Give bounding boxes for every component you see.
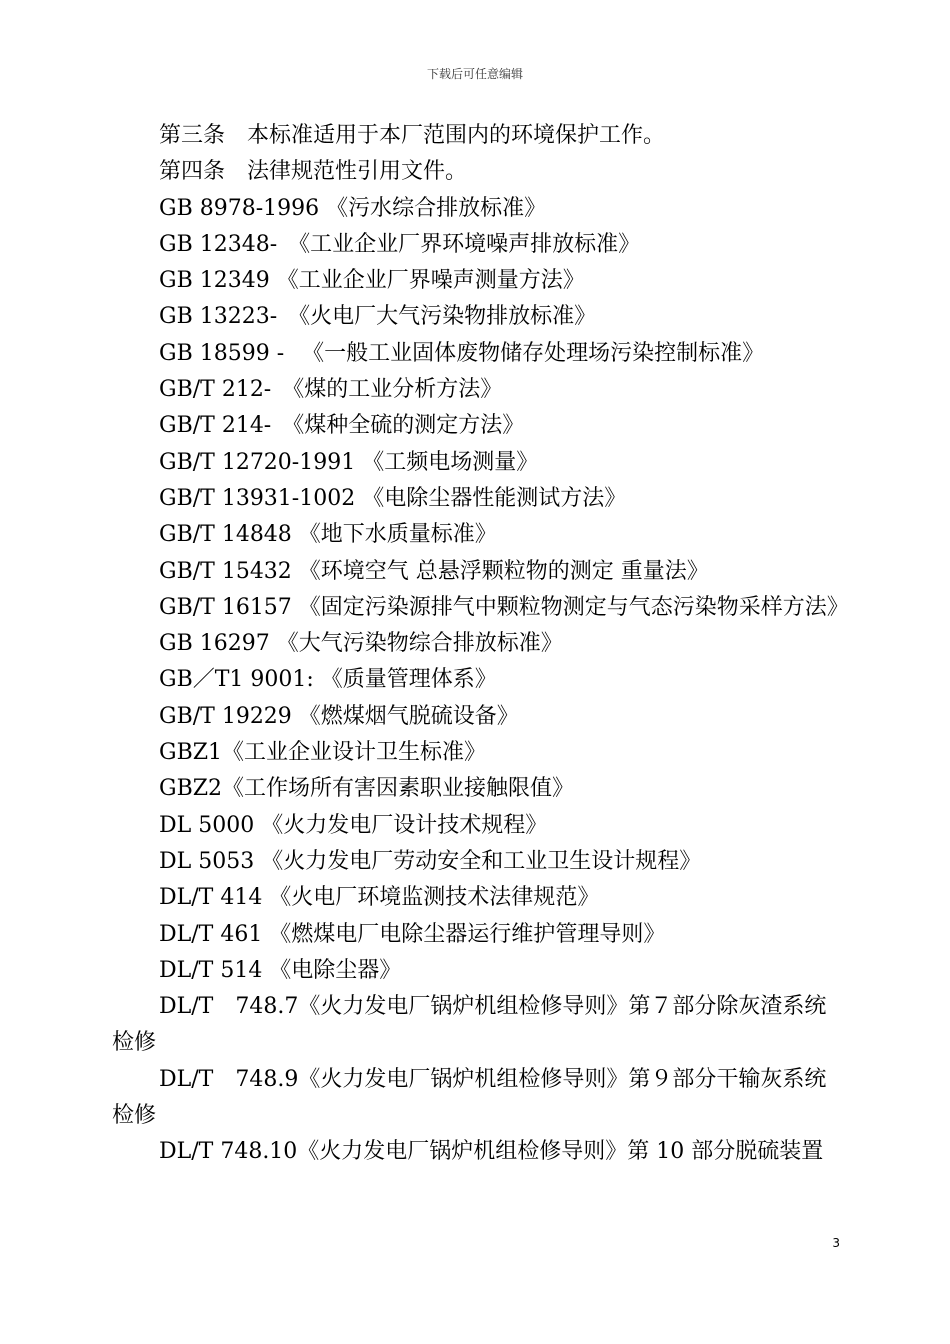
reference-item: DL 5000 《火力发电厂设计技术规程》 <box>159 812 548 838</box>
reference-item: GB 12349 《工业企业厂界噪声测量方法》 <box>159 268 585 294</box>
reference-item: GB/T 16157 《固定污染源排气中颗粒物测定与气态污染物采样方法》 <box>159 594 849 620</box>
reference-item: GB/T 212- 《煤的工业分析方法》 <box>159 377 503 403</box>
reference-item: GBZ1《工业企业设计卫生标准》 <box>159 740 487 766</box>
reference-item: GB/T 19229 《燃煤烟气脱硫设备》 <box>159 703 519 729</box>
reference-item: DL/T 748.7《火力发电厂锅炉机组检修导则》第７部分除灰渣系统检修 <box>112 994 827 1056</box>
page-header: 下载后可任意编辑 <box>426 67 523 81</box>
reference-item: GB 18599 - 《一般工业固体废物储存处理场污染控制标准》 <box>159 340 765 366</box>
page-number: 3 <box>832 1236 840 1250</box>
clause-3: 第三条 本标准适用于本厂范围内的环境保护工作。 <box>159 123 666 148</box>
reference-item: DL/T 461 《燃煤电厂电除尘器运行维护管理导则》 <box>159 921 666 947</box>
reference-item: GB 12348- 《工业企业厂界环境噪声排放标准》 <box>159 231 641 257</box>
reference-item: GB 8978-1996 《污水综合排放标准》 <box>159 195 547 221</box>
reference-item: DL/T 414 《火电厂环境监测技术法律规范》 <box>159 885 600 911</box>
reference-item: DL/T 514 《电除尘器》 <box>159 957 402 983</box>
reference-item: DL 5053 《火力发电厂劳动安全和工业卫生设计规程》 <box>159 848 702 874</box>
document-body <box>112 118 849 1171</box>
reference-item: GB/T 14848 《地下水质量标准》 <box>159 522 497 548</box>
reference-item: GB/T 13931-1002 《电除尘器性能测试方法》 <box>159 485 627 511</box>
reference-item: GB 16297 《大气污染物综合排放标准》 <box>159 631 563 657</box>
reference-item: GB/T 15432 《环境空气 总悬浮颗粒物的测定 重量法》 <box>159 558 709 584</box>
reference-item: GB／T1 9001: 《质量管理体系》 <box>159 667 497 693</box>
reference-item: DL/T 748.9《火力发电厂锅炉机组检修导则》第９部分干输灰系统检修 <box>112 1066 827 1129</box>
clause-4: 第四条 法律规范性引用文件。 <box>159 159 468 185</box>
reference-item: GB/T 12720-1991 《工频电场测量》 <box>159 449 539 475</box>
reference-item: DL/T 748.10《火力发电厂锅炉机组检修导则》第 10 部分脱硫装置 <box>159 1139 824 1165</box>
reference-item: GB/T 214- 《煤种全硫的测定方法》 <box>159 413 525 439</box>
reference-item: GB 13223- 《火电厂大气污染物排放标准》 <box>159 304 597 330</box>
reference-item: GBZ2《工作场所有害因素职业接触限值》 <box>159 776 575 802</box>
